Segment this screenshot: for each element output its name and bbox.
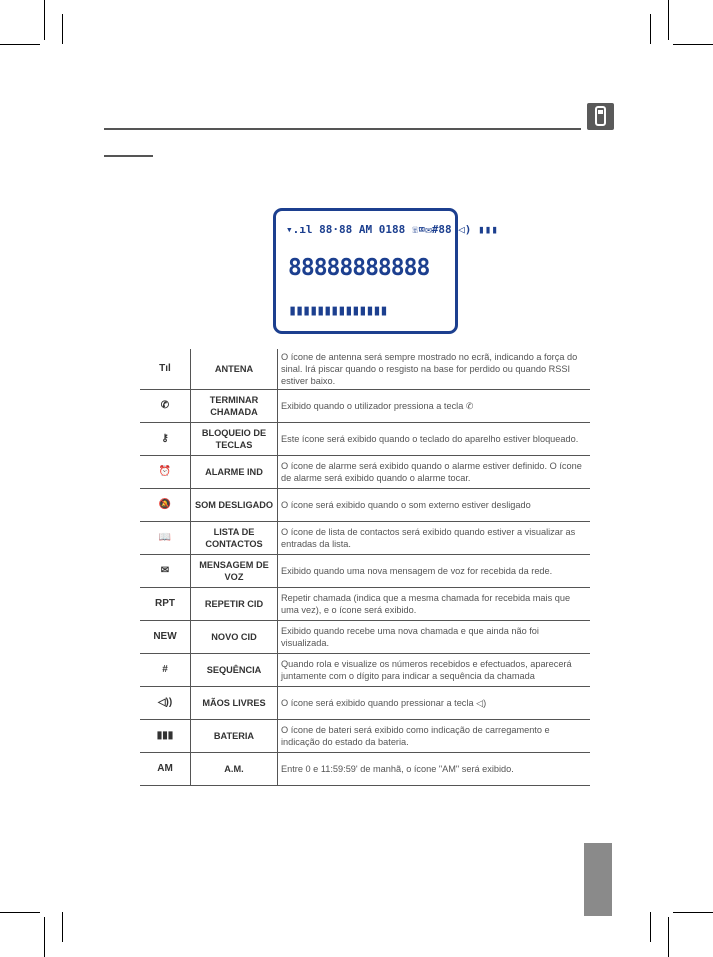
crop-mark <box>44 0 45 40</box>
row-name: MENSAGEM DE VOZ <box>191 555 278 588</box>
row-icon: ⏰ <box>140 456 191 489</box>
table-row <box>140 349 590 390</box>
table-row <box>140 390 590 423</box>
row-name: BLOQUEIO DE TECLAS <box>191 423 278 456</box>
crop-mark <box>44 917 45 957</box>
lcd-display <box>273 208 498 334</box>
lcd-text-line: ▮▮▮▮▮▮▮▮▮▮▮▮▮▮ <box>288 301 387 319</box>
table-row <box>140 522 590 555</box>
row-icon: ▮▮▮ <box>140 720 191 753</box>
row-description: Este ícone será exibido quando o teclado do aparelho estiver bloqueado. <box>278 423 591 456</box>
crop-mark <box>673 912 713 913</box>
phone-icon <box>587 103 614 130</box>
table-row <box>140 555 590 588</box>
row-icon: ✉ <box>140 555 191 588</box>
row-description: Repetir chamada (indica que a mesma chamada for recebida mais que uma vez), e o ícone será exibido. <box>278 588 591 621</box>
table-row <box>140 423 590 456</box>
row-icon: AM <box>140 753 191 786</box>
table-row <box>140 720 590 753</box>
row-icon: ✆ <box>140 390 191 423</box>
crop-mark <box>668 0 669 40</box>
row-name: SOM DESLIGADO <box>191 489 278 522</box>
row-description: Exibido quando o utilizador pressiona a tecla ✆ <box>278 390 591 423</box>
row-name: A.M. <box>191 753 278 786</box>
section-rule <box>104 155 153 157</box>
row-name: TERMINAR CHAMADA <box>191 390 278 423</box>
table-row <box>140 489 590 522</box>
row-name: NOVO CID <box>191 621 278 654</box>
header-rule <box>104 128 581 130</box>
row-description: O ícone de antenna será sempre mostrado no ecrã, indicando a força do sinal. Irá piscar quando o resgisto na base for perdido ou quando RSSI estiver baixo. <box>278 349 591 390</box>
crop-mark <box>668 917 669 957</box>
row-name: ANTENA <box>191 349 278 390</box>
row-icon: ◁)) <box>140 687 191 720</box>
row-name: BATERIA <box>191 720 278 753</box>
crop-mark <box>673 44 713 45</box>
side-tab <box>584 843 612 916</box>
row-description: O ícone de alarme será exibido quando o alarme estiver definido. O ícone de alarme será exibido quando o alarme tocar. <box>278 456 591 489</box>
row-description: O ícone será exibido quando o som externo estiver desligado <box>278 489 591 522</box>
table-row <box>140 654 590 687</box>
row-icon: ⚷ <box>140 423 191 456</box>
row-description: Entre 0 e 11:59:59' de manhã, o ícone "AM" será exibido. <box>278 753 591 786</box>
row-name: MÃOS LIVRES <box>191 687 278 720</box>
crop-mark <box>62 912 63 942</box>
icon-table <box>140 349 590 786</box>
table-row <box>140 753 590 786</box>
row-description: O ícone de lista de contactos será exibido quando estiver a visualizar as entradas da lista. <box>278 522 591 555</box>
table-row <box>140 621 590 654</box>
row-description: Quando rola e visualize os números recebidos e efectuados, aparecerá juntamente com o dígito para indicar a sequência da chamada <box>278 654 591 687</box>
row-description: Exibido quando recebe uma nova chamada e que ainda não foi visualizada. <box>278 621 591 654</box>
row-icon: 🔕 <box>140 489 191 522</box>
table-row <box>140 456 590 489</box>
lcd-status-line: ▾.ıl 88·88 AM 0188 ☏⌧✉#88 ◁) ▮▮▮ <box>286 223 498 236</box>
row-description: Exibido quando uma nova mensagem de voz for recebida da rede. <box>278 555 591 588</box>
row-name: SEQUÊNCIA <box>191 654 278 687</box>
crop-mark <box>0 44 40 45</box>
crop-mark <box>0 912 40 913</box>
table-row <box>140 588 590 621</box>
row-icon: 📖 <box>140 522 191 555</box>
table-row <box>140 687 590 720</box>
row-icon: RPT <box>140 588 191 621</box>
row-description: O ícone de bateri será exibido como indicação de carregamento e indicação do estado da bateria. <box>278 720 591 753</box>
crop-mark <box>62 14 63 44</box>
lcd-digits-line: 88888888888 <box>288 255 430 281</box>
row-description: O ícone será exibido quando pressionar a tecla ◁) <box>278 687 591 720</box>
crop-mark <box>650 912 651 942</box>
row-icon: Tıl <box>140 349 191 390</box>
row-icon: NEW <box>140 621 191 654</box>
row-name: ALARME IND <box>191 456 278 489</box>
row-name: LISTA DE CONTACTOS <box>191 522 278 555</box>
row-icon: # <box>140 654 191 687</box>
row-name: REPETIR CID <box>191 588 278 621</box>
crop-mark <box>650 14 651 44</box>
